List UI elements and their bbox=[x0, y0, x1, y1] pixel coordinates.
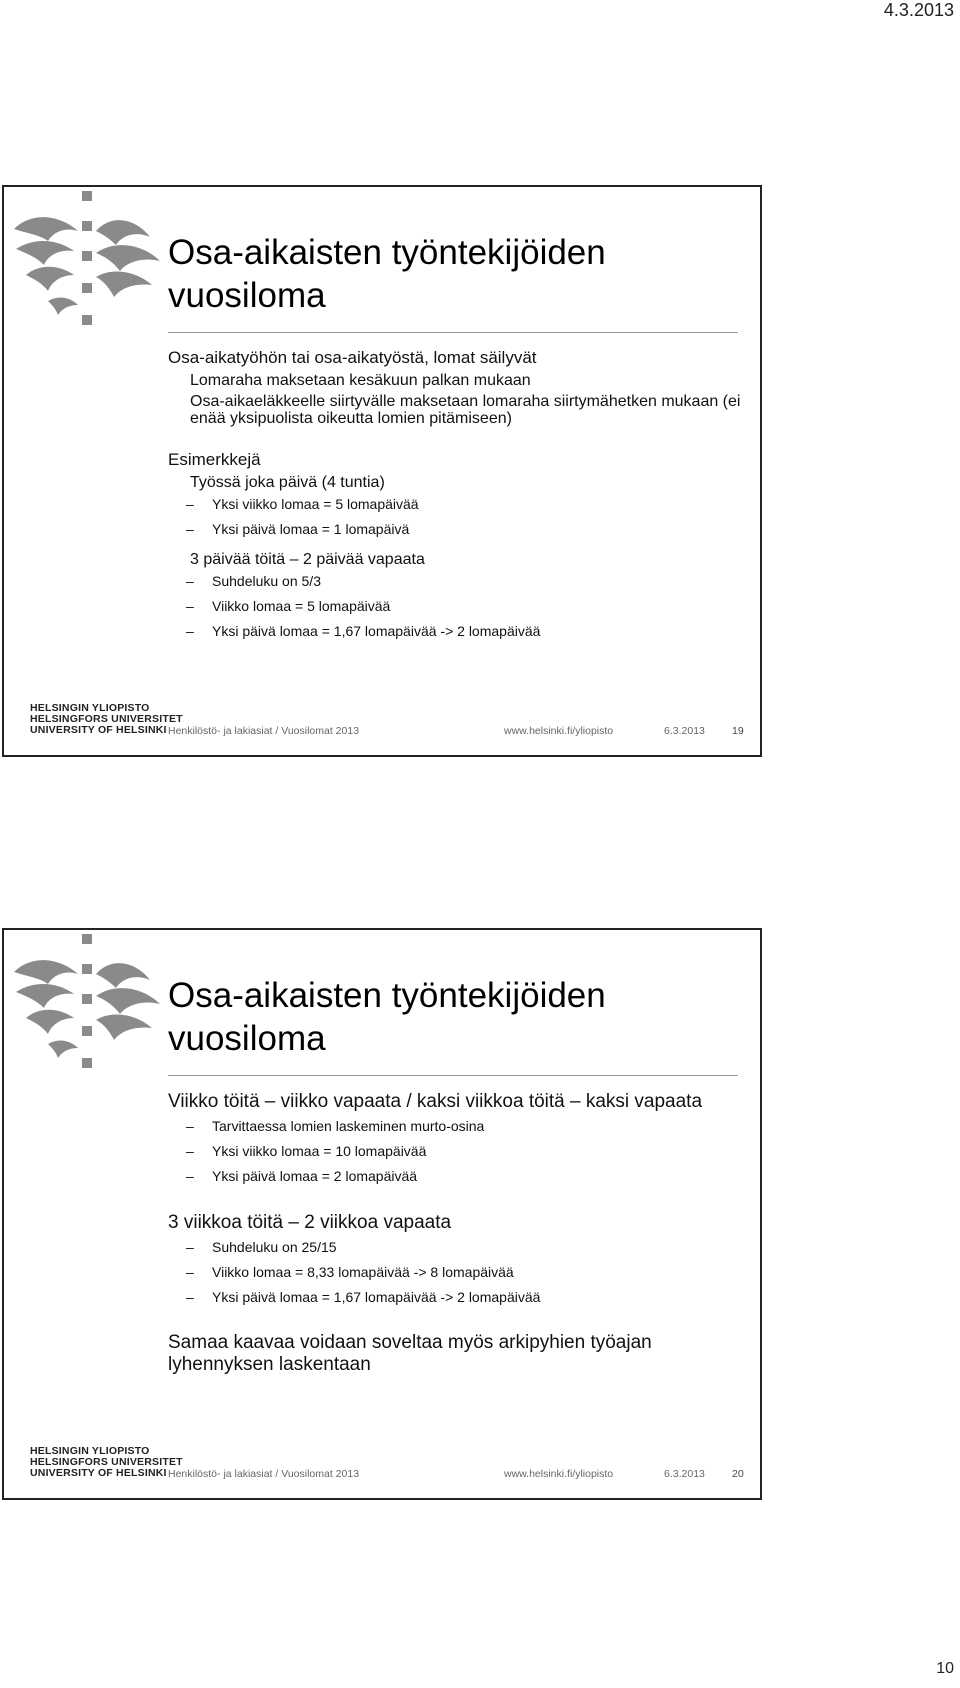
bullet-level3: – Suhdeluku on 5/3 bbox=[168, 569, 748, 594]
title-divider bbox=[168, 332, 738, 333]
footer-date: 6.3.2013 bbox=[664, 725, 705, 737]
bullet-level2: Osa-aikaeläkkeelle siirtyvälle maksetaan lomaraha siirtymähetken mukaan (ei enää yksipuolista oikeutta lomien pitämiseen) bbox=[190, 393, 741, 427]
university-wordmark: HELSINGIN YLIOPISTO HELSINGFORS UNIVERSITET UNIVERSITY OF HELSINKI bbox=[30, 702, 183, 736]
university-wordmark: HELSINGIN YLIOPISTO HELSINGFORS UNIVERSITET UNIVERSITY OF HELSINKI bbox=[30, 1445, 183, 1479]
slide-number: 19 bbox=[732, 725, 744, 737]
bullet-level1: Samaa kaavaa voidaan soveltaa myös arkipyhien työajan lyhennyksen laskentaan bbox=[168, 1332, 652, 1375]
slide-footer bbox=[168, 1468, 748, 1482]
slide-19 bbox=[2, 185, 762, 757]
footer-date: 6.3.2013 bbox=[664, 1468, 705, 1480]
slide-title: Osa-aikaisten työntekijöiden vuosiloma bbox=[168, 233, 606, 315]
bullet-level2: 3 päivää töitä – 2 päivää vapaata bbox=[190, 551, 425, 568]
bullet-level2: Työssä joka päivä (4 tuntia) bbox=[190, 474, 385, 491]
bullet-level3: – Yksi viikko lomaa = 10 lomapäivää bbox=[168, 1139, 748, 1164]
bullet-level2: Lomaraha maksetaan kesäkuun palkan mukaan bbox=[190, 372, 531, 389]
footer-url: www.helsinki.fi/yliopisto bbox=[504, 725, 614, 737]
slide-body bbox=[168, 1090, 748, 1376]
slide-20 bbox=[2, 928, 762, 1500]
bullet-level3: – Yksi päivä lomaa = 1 lomapäivä bbox=[168, 517, 748, 542]
slide-number: 20 bbox=[732, 1468, 744, 1480]
title-divider bbox=[168, 1075, 738, 1076]
university-flame-logo bbox=[12, 934, 164, 1084]
bullet-level1: 3 viikkoa töitä – 2 viikkoa vapaata bbox=[168, 1212, 452, 1233]
bullet-level3: – Yksi päivä lomaa = 2 lomapäivää bbox=[168, 1164, 748, 1189]
bullet-level1: Esimerkkejä bbox=[168, 450, 261, 469]
slide-body bbox=[168, 347, 748, 644]
bullet-level3: – Yksi päivä lomaa = 1,67 lomapäivää -> 2 lomapäivää bbox=[168, 1285, 748, 1310]
bullet-level1: Osa-aikatyöhön tai osa-aikatyöstä, lomat säilyvät bbox=[168, 348, 537, 367]
bullet-level3: – Suhdeluku on 25/15 bbox=[168, 1235, 748, 1260]
slide-footer bbox=[168, 725, 748, 739]
footer-course: Henkilöstö- ja lakiasiat / Vuosilomat 2013 bbox=[168, 1468, 360, 1480]
bullet-level3: – Yksi viikko lomaa = 5 lomapäivää bbox=[168, 492, 748, 517]
page-date: 4.3.2013 bbox=[883, 0, 954, 20]
bullet-level3: – Viikko lomaa = 5 lomapäivää bbox=[168, 594, 748, 619]
bullet-level3: – Viikko lomaa = 8,33 lomapäivää -> 8 lomapäivää bbox=[168, 1260, 748, 1285]
bullet-level3: – Tarvittaessa lomien laskeminen murto-osina bbox=[168, 1114, 748, 1139]
university-flame-logo bbox=[12, 191, 164, 341]
bullet-level1: Viikko töitä – viikko vapaata / kaksi viikkoa töitä – kaksi vapaata bbox=[168, 1091, 703, 1112]
slide-title: Osa-aikaisten työntekijöiden vuosiloma bbox=[168, 976, 606, 1058]
bullet-level3: – Yksi päivä lomaa = 1,67 lomapäivää -> 2 lomapäivää bbox=[168, 619, 748, 644]
footer-course: Henkilöstö- ja lakiasiat / Vuosilomat 2013 bbox=[168, 725, 360, 737]
page-number: 10 bbox=[936, 1660, 954, 1677]
footer-url: www.helsinki.fi/yliopisto bbox=[504, 1468, 614, 1480]
